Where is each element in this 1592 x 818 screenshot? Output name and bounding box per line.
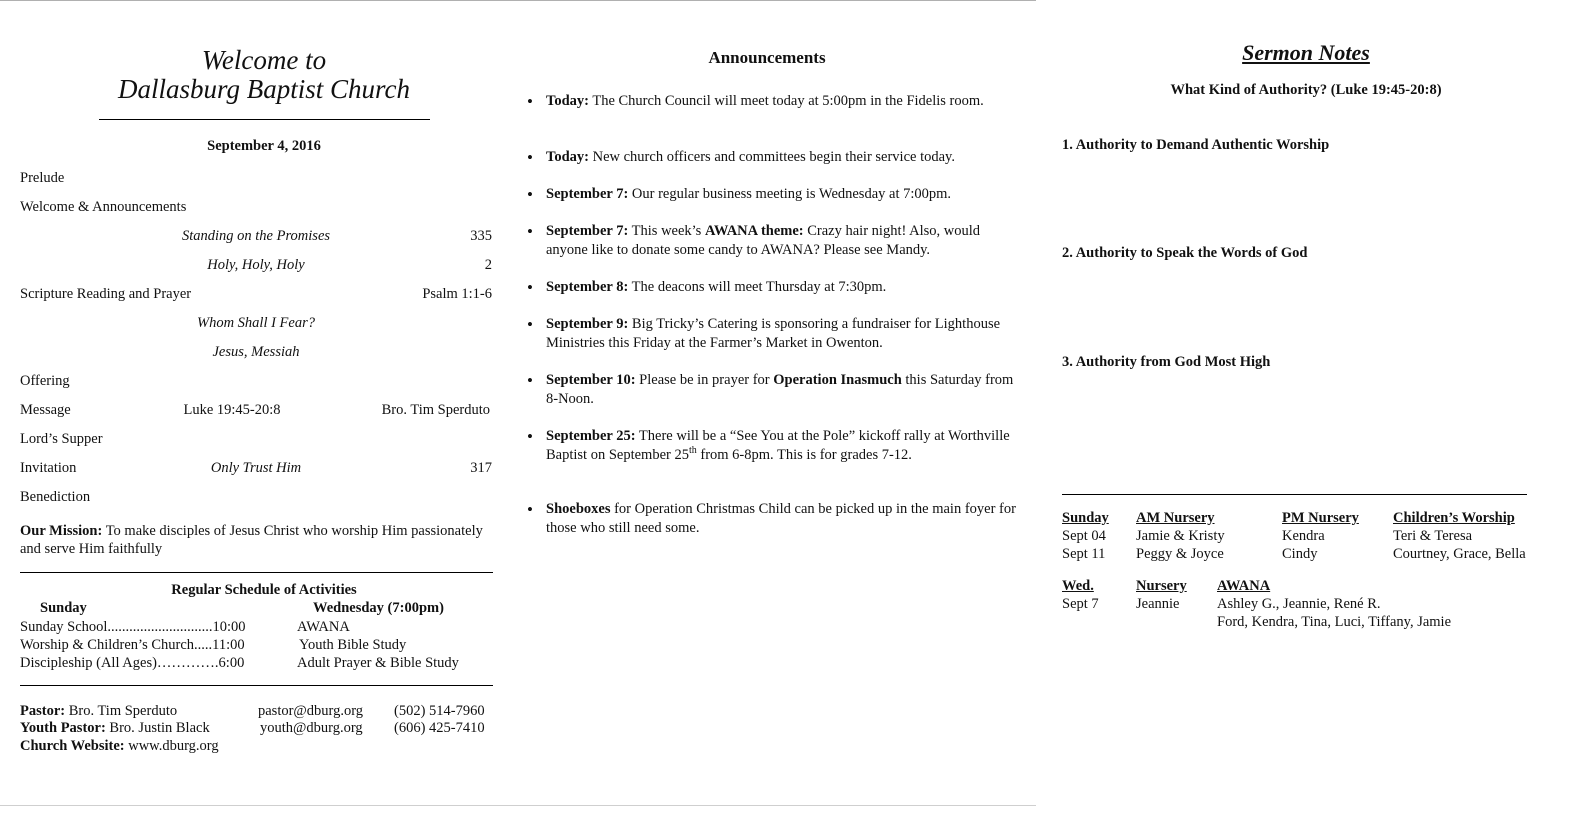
top-border — [0, 0, 1036, 1]
sermon-notes-title: Sermon Notes — [1242, 40, 1370, 65]
announcements-title: Announcements — [708, 48, 826, 67]
announcement-text: Big Tricky’s Catering is sponsoring a fundraiser for Lighthouse Ministries this Friday at the Farmer’s Market in Owenton. — [546, 316, 1001, 351]
service-date: September 4, 2016 — [207, 138, 321, 154]
announcement-text: There will be a “See You at the Pole” kickoff rally at Worthville Baptist on September 25 — [546, 428, 1010, 463]
nursery-cell: Sept 11 — [1062, 546, 1106, 562]
nursery-cell: Kendra — [1282, 528, 1325, 544]
youth-pastor-phone: (606) 425-7410 — [394, 720, 485, 736]
nursery-divider — [1062, 494, 1527, 495]
announcement-text: Our regular business meeting is Wednesday at 7:00pm. — [628, 186, 952, 202]
announcement-item — [546, 371, 1016, 409]
announcement-text: New church officers and committees begin their service today. — [588, 149, 955, 165]
service-item-label: Prelude — [20, 170, 65, 186]
schedule-wednesday-item: AWANA — [297, 619, 350, 635]
nursery-header-sunday: Sunday — [1062, 510, 1109, 526]
youth-pastor-label: Youth Pastor: — [20, 720, 106, 736]
service-item-ref: Psalm 1:1-6 — [422, 286, 492, 302]
service-item-label: Offering — [20, 373, 70, 389]
wed-cell: Sept 7 — [1062, 596, 1099, 612]
service-row — [20, 458, 492, 478]
mission-statement — [20, 522, 492, 558]
announcement-emphasis: Operation Inasmuch — [773, 372, 902, 388]
bottom-border — [0, 805, 1036, 806]
nursery-header-childrens-worship: Children’s Worship — [1393, 510, 1515, 526]
youth-pastor-name: Bro. Justin Black — [105, 720, 210, 736]
announcement-text: from 6-8pm. This is for grades 7-12. — [696, 447, 912, 463]
wed-cell: Ashley G., Jeannie, René R. — [1217, 596, 1381, 612]
nursery-cell: Peggy & Joyce — [1136, 546, 1224, 562]
service-row — [20, 371, 492, 391]
website-label: Church Website: — [20, 738, 125, 754]
nursery-cell: Jamie & Kristy — [1136, 528, 1225, 544]
schedule-sunday-item: Discipleship (All Ages)………….6:00 — [20, 655, 245, 671]
service-item-title: Holy, Holy, Holy — [207, 257, 305, 273]
website-link[interactable]: www.dburg.org — [124, 738, 219, 754]
service-row — [20, 255, 492, 275]
schedule-sunday-item: Sunday School.............................10:00 — [20, 619, 246, 635]
nursery-cell: Cindy — [1282, 546, 1318, 562]
announcement-lead: September 8: — [546, 279, 629, 295]
announcement-item — [546, 315, 1016, 353]
nursery-cell: Courtney, Grace, Bella — [1393, 546, 1526, 562]
service-row — [20, 168, 492, 188]
service-item-label: Lord’s Supper — [20, 431, 103, 447]
service-item-label: Message — [20, 402, 71, 418]
service-row — [20, 342, 492, 362]
nursery-header-pm: PM Nursery — [1282, 510, 1359, 526]
announcement-lead: Today: — [546, 149, 589, 165]
announcement-lead: September 9: — [546, 316, 629, 332]
announcement-text: for Operation Christmas Child can be picked up in the main foyer for those who still need some. — [546, 501, 1016, 536]
sermon-point: 3. Authority from God Most High — [1062, 354, 1271, 370]
schedule-divider-bottom — [20, 685, 493, 686]
announcement-item — [546, 92, 1016, 111]
service-item-title: Standing on the Promises — [181, 228, 331, 244]
service-row — [20, 226, 492, 246]
service-item-label: Benediction — [20, 489, 91, 505]
sermon-subtitle: What Kind of Authority? (Luke 19:45-20:8) — [1170, 82, 1442, 98]
announcement-emphasis: AWANA theme: — [704, 223, 804, 239]
wed-cell: Jeannie — [1136, 596, 1180, 612]
announcement-item — [546, 278, 1016, 297]
sermon-point: 2. Authority to Speak the Words of God — [1062, 245, 1308, 261]
service-item-title: Jesus, Messiah — [212, 344, 300, 360]
service-row — [20, 487, 492, 507]
schedule-wednesday-item: Youth Bible Study — [299, 637, 407, 653]
wed-header-nursery: Nursery — [1136, 578, 1187, 594]
service-item-ref: 335 — [470, 228, 492, 244]
announcement-text: This week’s — [628, 223, 705, 239]
announcement-lead: September 25: — [546, 428, 636, 444]
schedule-sunday-item: Worship & Children’s Church.....11:00 — [20, 637, 245, 653]
mission-text: To make disciples of Jesus Christ who worship Him passionately and serve Him faithfully — [20, 523, 483, 557]
announcement-item — [546, 222, 1016, 260]
wed-cell: Ford, Kendra, Tina, Luci, Tiffany, Jamie — [1217, 614, 1452, 630]
schedule-divider-top — [20, 572, 493, 573]
announcement-lead: September 7: — [546, 223, 629, 239]
service-row — [20, 284, 492, 304]
service-item-ref: 2 — [484, 257, 492, 273]
service-row — [20, 400, 492, 420]
youth-pastor-email[interactable]: youth@dburg.org — [260, 720, 363, 736]
service-item-title: Luke 19:45-20:8 — [183, 402, 281, 418]
mission-label: Our Mission: — [20, 523, 103, 539]
service-item-title: Only Trust Him — [210, 460, 302, 476]
service-item-label: Welcome & Announcements — [20, 199, 187, 215]
service-row — [20, 313, 492, 333]
service-row — [20, 197, 492, 217]
schedule-title: Regular Schedule of Activities — [171, 582, 357, 598]
announcement-lead: Shoeboxes — [546, 501, 611, 517]
announcement-lead: September 7: — [546, 186, 629, 202]
pastor-contact — [20, 703, 177, 720]
youth-pastor-contact — [20, 720, 210, 737]
church-title-line2: Dallasburg Baptist Church — [117, 74, 411, 104]
announcement-item — [546, 148, 1016, 167]
announcement-lead: September 10: — [546, 372, 636, 388]
wed-header-awana: AWANA — [1217, 578, 1271, 594]
announcement-lead: Today: — [546, 93, 589, 109]
service-item-label: Invitation — [20, 460, 77, 476]
church-title-line1: Welcome to — [201, 45, 327, 75]
nursery-cell: Sept 04 — [1062, 528, 1106, 544]
service-item-label: Scripture Reading and Prayer — [20, 286, 192, 302]
sermon-point: 1. Authority to Demand Authentic Worship — [1062, 137, 1330, 153]
wed-header-day: Wed. — [1062, 578, 1094, 594]
service-item-ref: Bro. Tim Sperduto — [381, 402, 490, 418]
schedule-wednesday-heading: Wednesday (7:00pm) — [313, 600, 444, 616]
pastor-name: Bro. Tim Sperduto — [65, 703, 178, 719]
service-item-title: Whom Shall I Fear? — [197, 315, 315, 331]
nursery-cell: Teri & Teresa — [1393, 528, 1473, 544]
announcement-item — [546, 427, 1016, 465]
announcement-text: The Church Council will meet today at 5:00pm in the Fidelis room. — [588, 93, 984, 109]
announcement-text: Please be in prayer for — [635, 372, 774, 388]
ordinal-suffix: th — [688, 445, 697, 457]
schedule-sunday-heading: Sunday — [40, 600, 87, 616]
pastor-phone: (502) 514-7960 — [394, 703, 485, 719]
announcement-text: this Saturday from 8-Noon. — [546, 372, 1014, 407]
church-website — [20, 738, 219, 755]
announcement-item — [546, 500, 1016, 538]
pastor-email[interactable]: pastor@dburg.org — [258, 703, 364, 719]
announcement-text: The deacons will meet Thursday at 7:30pm. — [628, 279, 887, 295]
announcement-text: Crazy hair night! Also, would anyone like to donate some candy to AWANA? Please see Mandy. — [546, 223, 981, 258]
service-item-ref: 317 — [470, 460, 492, 476]
title-divider — [99, 119, 430, 120]
announcement-item — [546, 185, 1016, 204]
service-row — [20, 429, 492, 449]
schedule-wednesday-item: Adult Prayer & Bible Study — [297, 655, 459, 671]
pastor-label: Pastor: — [20, 703, 66, 719]
nursery-header-am: AM Nursery — [1136, 510, 1215, 526]
